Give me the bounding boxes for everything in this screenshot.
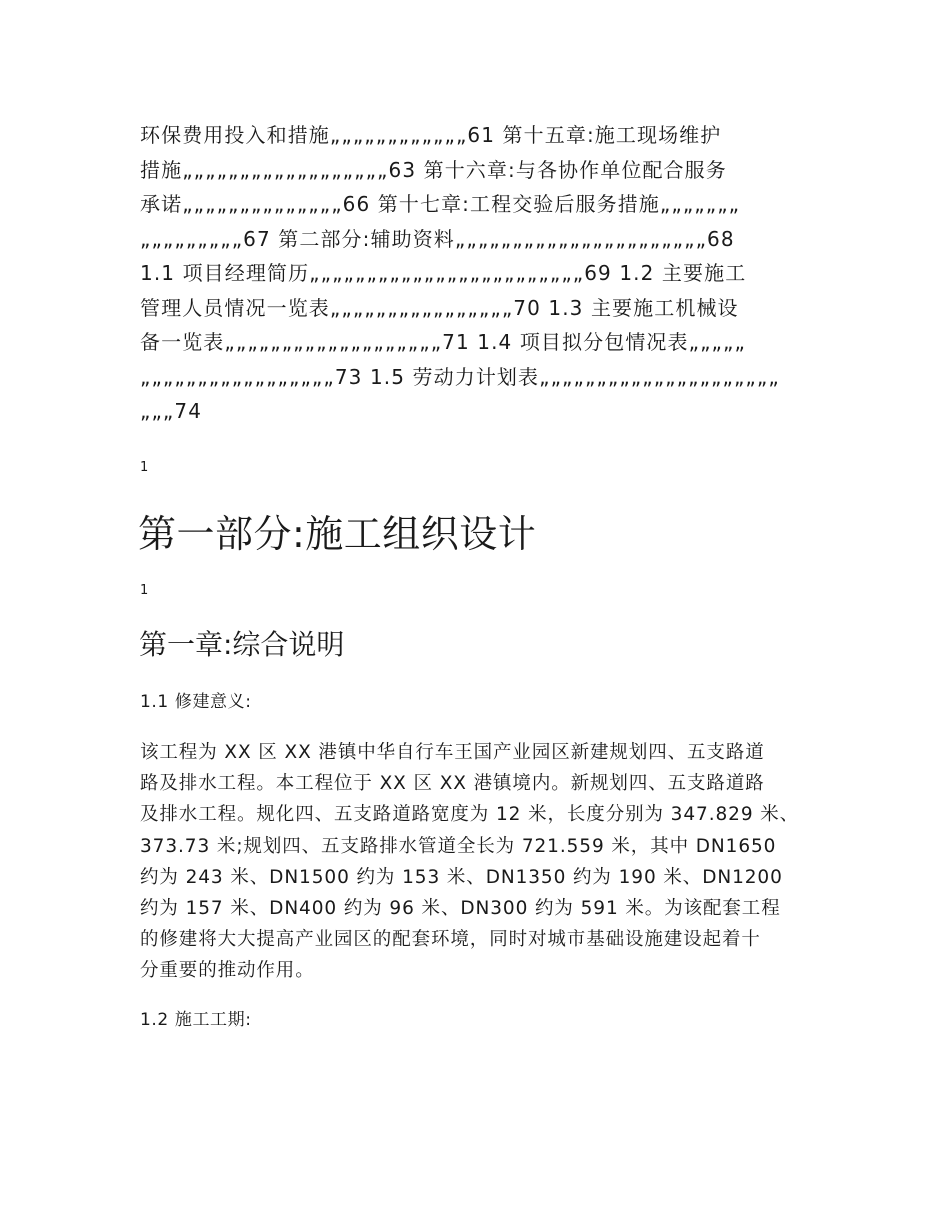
paragraph-line: 的修建将大大提高产业园区的配套环境，同时对城市基础设施建设起着十 xyxy=(140,929,761,951)
toc-line: „„„„„„„„„„„„„„„„„73 1.5 劳动力计划表„„„„„„„„„„„„„„„„„„„„„ xyxy=(140,364,780,389)
toc-line: 1.1 项目经理简历„„„„„„„„„„„„„„„„„„„„„„„„69 1.2 主要施工 xyxy=(140,261,747,285)
toc-line: 措施„„„„„„„„„„„„„„„„„„63 第十六章:与各协作单位配合服务 xyxy=(140,157,727,182)
toc-line: „„„„„„„„„67 第二部分:辅助资料„„„„„„„„„„„„„„„„„„„„„„68 xyxy=(140,226,735,251)
paragraph-line: 分重要的推动作用。 xyxy=(140,960,315,982)
toc-line: 备一览表„„„„„„„„„„„„„„„„„„„71 1.4 项目拟分包情况表„„„„„ xyxy=(140,330,746,354)
toc-line: „„„74 xyxy=(140,399,203,423)
part-title: 第一部分:施工组织设计 xyxy=(138,512,537,556)
paragraph-line: 该工程为 XX 区 XX 港镇中华自行车王国产业园区新建规划四、五支路道 xyxy=(140,742,765,763)
paragraph-line: 路及排水工程。本工程位于 XX 区 XX 港镇境内。新规划四、五支路道路 xyxy=(140,773,765,795)
table-of-contents xyxy=(140,118,812,429)
section-heading-1-1: 1.1 修建意义: xyxy=(140,692,252,712)
chapter-title: 第一章:综合说明 xyxy=(139,628,345,661)
toc-line: 管理人员情况一览表„„„„„„„„„„„„„„„„70 1.3 主要施工机械设 xyxy=(140,295,739,320)
section-heading-1-2: 1.2 施工工期: xyxy=(140,1010,252,1030)
toc-line: 承诺„„„„„„„„„„„„„„66 第十七章:工程交验后服务措施„„„„„„„ xyxy=(140,192,741,216)
page-number: 1 xyxy=(140,583,149,598)
paragraph-line: 及排水工程。规化四、五支路道路宽度为 12 米，长度分别为 347.829 米、 xyxy=(140,804,800,826)
toc-line: 环保费用投入和措施„„„„„„„„„„„„61 第十五章:施工现场维护 xyxy=(140,123,722,147)
paragraph-line: 约为 157 米、DN400 约为 96 米、DN300 约为 591 米。为该配套工程 xyxy=(140,898,781,920)
page-number: 1 xyxy=(140,460,149,475)
section-1-1-paragraph xyxy=(140,737,830,987)
paragraph-line: 约为 243 米、DN1500 约为 153 米、DN1350 约为 190 米、DN1200 xyxy=(140,866,783,888)
paragraph-line: 373.73 米;规划四、五支路排水管道全长为 721.559 米，其中 DN1650 xyxy=(140,835,777,857)
